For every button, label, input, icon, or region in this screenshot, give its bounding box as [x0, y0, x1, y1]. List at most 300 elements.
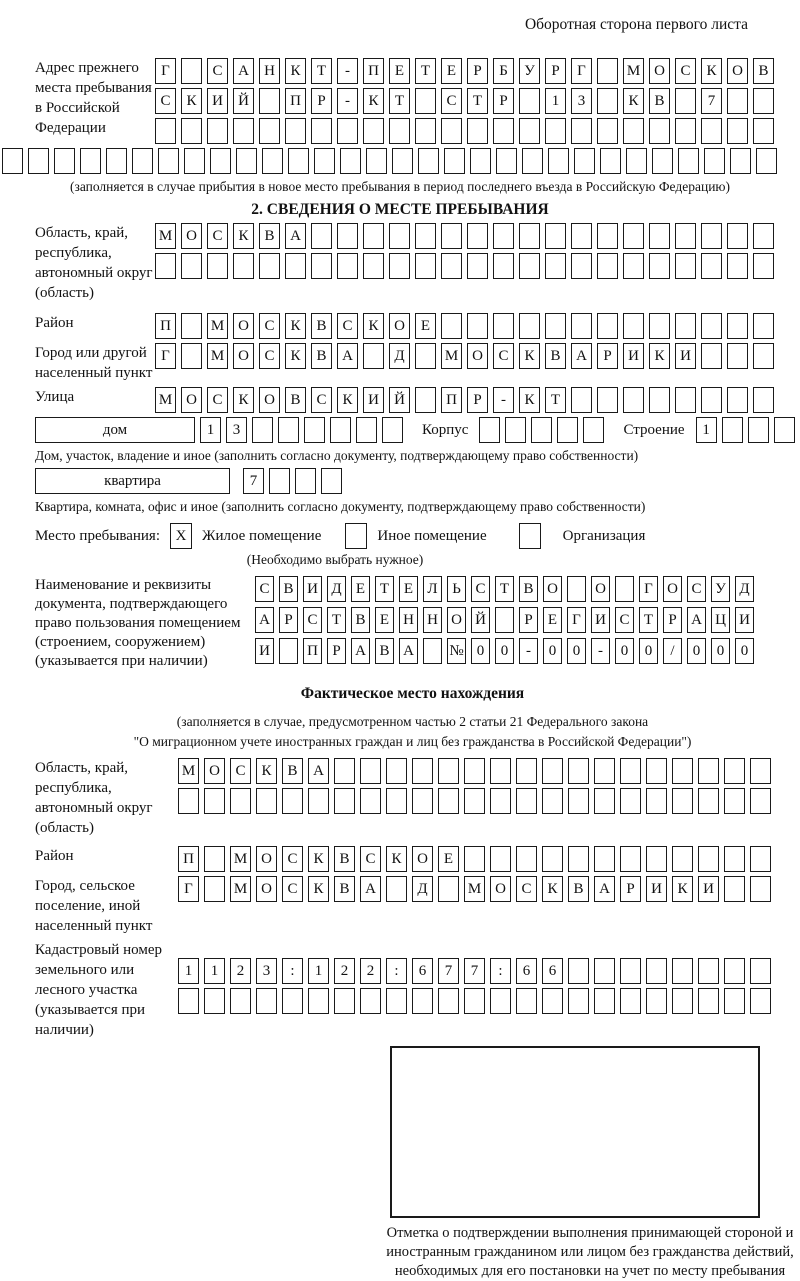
char-box: К: [256, 758, 277, 784]
char-box: [490, 988, 511, 1014]
char-box: [698, 958, 719, 984]
char-box: [493, 313, 514, 339]
char-box: Й: [389, 387, 410, 413]
char-box: [675, 223, 696, 249]
char-box: П: [363, 58, 384, 84]
char-box: [675, 88, 696, 114]
field-prev-address: [35, 58, 790, 144]
char-box: П: [441, 387, 462, 413]
char-box: О: [467, 343, 488, 369]
char-box: [493, 223, 514, 249]
oblast-label: Область, край, республика, автономный округ (область): [35, 225, 153, 301]
char-box: [389, 223, 410, 249]
char-box: Е: [438, 846, 459, 872]
char-box: О: [543, 576, 562, 602]
char-box: [753, 343, 774, 369]
char-box: В: [375, 638, 394, 664]
char-box: [519, 88, 540, 114]
char-box: [516, 788, 537, 814]
char-box: [701, 223, 722, 249]
char-box: [210, 148, 231, 174]
char-box: [594, 758, 615, 784]
char-box: [753, 313, 774, 339]
mesto-label: Место пребывания:: [35, 527, 160, 544]
char-box: 0: [615, 638, 634, 664]
char-box: [464, 988, 485, 1014]
char-box: И: [363, 387, 384, 413]
char-box: 6: [516, 958, 537, 984]
char-box: [230, 988, 251, 1014]
char-box: [698, 758, 719, 784]
char-box: [753, 88, 774, 114]
field-kvartira: [35, 468, 790, 494]
gorod-label: Город или другой населенный пункт: [35, 345, 153, 381]
char-box: [519, 223, 540, 249]
char-box: С: [516, 876, 537, 902]
char-box: [392, 148, 413, 174]
char-box: М: [230, 846, 251, 872]
char-box: С: [255, 576, 274, 602]
char-box: [493, 253, 514, 279]
char-box: Р: [597, 343, 618, 369]
char-box: О: [259, 387, 280, 413]
char-box: [204, 876, 225, 902]
oblast-row-2: [155, 253, 774, 279]
char-box: О: [447, 607, 466, 633]
char-box: [386, 876, 407, 902]
char-box: С: [337, 313, 358, 339]
char-box: [490, 758, 511, 784]
char-box: [701, 387, 722, 413]
char-box: [418, 148, 439, 174]
char-box: [753, 118, 774, 144]
char-box: О: [490, 876, 511, 902]
char-box: О: [412, 846, 433, 872]
char-box: [334, 788, 355, 814]
char-box: В: [334, 876, 355, 902]
char-box: О: [181, 223, 202, 249]
char-box: К: [181, 88, 202, 114]
char-box: Т: [467, 88, 488, 114]
char-box: [724, 846, 745, 872]
char-box: [269, 468, 290, 494]
stamp-area: [390, 1046, 760, 1218]
rayon-label: Район: [35, 315, 74, 331]
field-document: [35, 576, 790, 671]
char-box: [542, 988, 563, 1014]
char-box: К: [649, 343, 670, 369]
char-box: Г: [567, 607, 586, 633]
prev-address-row-2: [155, 88, 774, 114]
field-mesto-prebyvaniya: [35, 523, 790, 549]
char-box: [490, 788, 511, 814]
char-box: Т: [415, 58, 436, 84]
char-box: [441, 118, 462, 144]
char-box: [132, 148, 153, 174]
char-box: [620, 988, 641, 1014]
char-box: [412, 988, 433, 1014]
char-box: А: [255, 607, 274, 633]
char-box: [701, 343, 722, 369]
char-box: [444, 148, 465, 174]
char-box: [441, 223, 462, 249]
char-box: Л: [423, 576, 442, 602]
char-box: В: [334, 846, 355, 872]
char-box: И: [675, 343, 696, 369]
char-box: [646, 958, 667, 984]
char-box: [389, 118, 410, 144]
char-box: [568, 958, 589, 984]
char-box: [207, 118, 228, 144]
char-box: [724, 958, 745, 984]
char-box: [672, 846, 693, 872]
char-box: И: [698, 876, 719, 902]
char-box: И: [646, 876, 667, 902]
char-box: А: [285, 223, 306, 249]
char-box: Т: [327, 607, 346, 633]
char-box: [704, 148, 725, 174]
char-box: Т: [495, 576, 514, 602]
char-box: [356, 417, 377, 443]
char-box: [415, 88, 436, 114]
char-box: В: [519, 576, 538, 602]
char-box: [750, 876, 771, 902]
char-box: К: [337, 387, 358, 413]
char-box: [438, 876, 459, 902]
char-box: [600, 148, 621, 174]
char-box: О: [663, 576, 682, 602]
char-box: [438, 988, 459, 1014]
char-box: Й: [233, 88, 254, 114]
char-box: [464, 788, 485, 814]
korpus-cells: [479, 417, 604, 443]
char-box: :: [490, 958, 511, 984]
field-dom: [35, 417, 790, 443]
gorod-2-row: [178, 876, 771, 902]
char-box: И: [735, 607, 754, 633]
gorod-row: [155, 343, 774, 369]
char-box: М: [441, 343, 462, 369]
char-box: К: [285, 58, 306, 84]
char-box: А: [571, 343, 592, 369]
char-box: [545, 118, 566, 144]
char-box: Г: [155, 343, 176, 369]
kvartira-caption: Квартира, комната, офис и иное (заполнить согласно документу, подтверждающему право собственности): [35, 499, 646, 514]
char-box: [2, 148, 23, 174]
char-box: К: [233, 223, 254, 249]
char-box: [334, 758, 355, 784]
gorod-2-label: Город, сельское поселение, иной населенный пункт: [35, 878, 153, 934]
char-box: 6: [542, 958, 563, 984]
char-box: 0: [687, 638, 706, 664]
char-box: -: [519, 638, 538, 664]
char-box: [259, 88, 280, 114]
char-box: П: [155, 313, 176, 339]
char-box: В: [649, 88, 670, 114]
dom-cells: [200, 417, 403, 443]
char-box: Н: [259, 58, 280, 84]
char-box: [311, 118, 332, 144]
field-gorod: [35, 343, 790, 383]
char-box: [623, 223, 644, 249]
kvartira-box: квартира: [35, 468, 230, 494]
field-oblast-2: [35, 758, 790, 838]
char-box: [594, 988, 615, 1014]
option-zhiloe-label: Жилое помещение: [202, 527, 322, 544]
char-box: С: [282, 876, 303, 902]
char-box: [545, 253, 566, 279]
char-box: [415, 223, 436, 249]
char-box: [28, 148, 49, 174]
char-box: [675, 118, 696, 144]
char-box: [678, 148, 699, 174]
char-box: [597, 223, 618, 249]
char-box: Т: [389, 88, 410, 114]
char-box: [54, 148, 75, 174]
char-box: [545, 223, 566, 249]
char-box: А: [360, 876, 381, 902]
prev-address-row-4: [2, 148, 800, 174]
char-box: 7: [243, 468, 264, 494]
char-box: Р: [467, 58, 488, 84]
char-box: [516, 758, 537, 784]
char-box: М: [155, 387, 176, 413]
char-box: О: [649, 58, 670, 84]
char-box: [542, 846, 563, 872]
char-box: [366, 148, 387, 174]
char-box: [522, 148, 543, 174]
char-box: [698, 988, 719, 1014]
checkbox-inoe: [345, 523, 367, 549]
char-box: В: [311, 313, 332, 339]
char-box: [727, 313, 748, 339]
char-box: [774, 417, 795, 443]
char-box: Р: [545, 58, 566, 84]
char-box: [594, 788, 615, 814]
field-kadastr: [35, 940, 790, 1040]
char-box: [649, 313, 670, 339]
char-box: [620, 846, 641, 872]
field-gorod-2: [35, 876, 790, 936]
char-box: 3: [256, 958, 277, 984]
char-box: В: [311, 343, 332, 369]
char-box: [233, 118, 254, 144]
char-box: [438, 788, 459, 814]
char-box: [545, 313, 566, 339]
document-row-2: [255, 607, 754, 633]
char-box: С: [493, 343, 514, 369]
char-box: К: [519, 387, 540, 413]
char-box: [464, 846, 485, 872]
char-box: [672, 758, 693, 784]
char-box: [415, 253, 436, 279]
section2-title: 2. СВЕДЕНИЯ О МЕСТЕ ПРЕБЫВАНИЯ: [251, 201, 549, 218]
char-box: [181, 118, 202, 144]
char-box: [178, 988, 199, 1014]
char-box: [649, 118, 670, 144]
char-box: [262, 148, 283, 174]
char-box: К: [285, 343, 306, 369]
char-box: Г: [639, 576, 658, 602]
char-box: [542, 788, 563, 814]
char-box: К: [308, 876, 329, 902]
char-box: [568, 846, 589, 872]
actual-location-title: Фактическое место нахождения: [300, 685, 525, 702]
char-box: [727, 118, 748, 144]
char-box: У: [519, 58, 540, 84]
char-box: -: [591, 638, 610, 664]
char-box: 6: [412, 958, 433, 984]
char-box: [204, 846, 225, 872]
char-box: М: [155, 223, 176, 249]
char-box: [493, 118, 514, 144]
char-box: К: [519, 343, 540, 369]
option-organizatsiya-label: Организация: [562, 527, 646, 544]
char-box: [363, 118, 384, 144]
char-box: К: [363, 88, 384, 114]
char-box: [412, 758, 433, 784]
checkbox-zhiloe: X: [170, 523, 192, 549]
document-label: Наименование и реквизиты документа, подтверждающего право пользования помещением (строением, сооружением) (указывается при наличии): [35, 577, 241, 669]
char-box: [542, 758, 563, 784]
char-box: [288, 148, 309, 174]
char-box: [80, 148, 101, 174]
char-box: 0: [711, 638, 730, 664]
char-box: [583, 417, 604, 443]
char-box: С: [207, 387, 228, 413]
rayon-2-label: Район: [35, 848, 74, 864]
char-box: А: [687, 607, 706, 633]
char-box: [256, 788, 277, 814]
oblast-2-label: Область, край, республика, автономный округ (область): [35, 760, 153, 836]
char-box: [646, 788, 667, 814]
char-box: [753, 387, 774, 413]
prev-address-rows: [155, 58, 774, 144]
char-box: [516, 846, 537, 872]
char-box: 0: [567, 638, 586, 664]
char-box: О: [256, 846, 277, 872]
char-box: [308, 788, 329, 814]
char-box: М: [178, 758, 199, 784]
checkbox-organizatsiya: [519, 523, 541, 549]
char-box: В: [282, 758, 303, 784]
char-box: 1: [696, 417, 717, 443]
char-box: -: [337, 88, 358, 114]
char-box: [252, 417, 273, 443]
char-box: [727, 223, 748, 249]
char-box: [620, 758, 641, 784]
char-box: П: [303, 638, 322, 664]
char-box: [441, 253, 462, 279]
char-box: [340, 148, 361, 174]
char-box: [672, 958, 693, 984]
char-box: Р: [311, 88, 332, 114]
char-box: [386, 758, 407, 784]
char-box: [386, 788, 407, 814]
char-box: Б: [493, 58, 514, 84]
actual-location-subtitle-2: "О миграционном учете иностранных граждан и лиц без гражданства в Российской Федерации"): [133, 734, 692, 749]
char-box: [363, 343, 384, 369]
char-box: С: [207, 58, 228, 84]
char-box: №: [447, 638, 466, 664]
char-box: [675, 313, 696, 339]
char-box: С: [311, 387, 332, 413]
stroenie-cells: [696, 417, 795, 443]
prev-address-row-1: [155, 58, 774, 84]
char-box: Е: [389, 58, 410, 84]
char-box: [360, 788, 381, 814]
char-box: [722, 417, 743, 443]
char-box: С: [615, 607, 634, 633]
prev-address-caption: (заполняется в случае прибытия в новое место пребывания в период последнего въезда в Российскую Федерацию): [69, 179, 731, 194]
char-box: :: [282, 958, 303, 984]
char-box: П: [285, 88, 306, 114]
char-box: [615, 576, 634, 602]
char-box: Т: [375, 576, 394, 602]
char-box: И: [591, 607, 610, 633]
char-box: 1: [200, 417, 221, 443]
char-box: [178, 788, 199, 814]
char-box: К: [233, 387, 254, 413]
ulitsa-label: Улица: [35, 389, 75, 405]
char-box: В: [285, 387, 306, 413]
char-box: С: [360, 846, 381, 872]
char-box: 1: [308, 958, 329, 984]
char-box: 0: [639, 638, 658, 664]
char-box: [464, 758, 485, 784]
char-box: К: [623, 88, 644, 114]
char-box: [750, 758, 771, 784]
char-box: О: [181, 387, 202, 413]
oblast-2-row-1: [178, 758, 771, 784]
char-box: [415, 118, 436, 144]
char-box: [568, 758, 589, 784]
kadastr-row-2: [178, 988, 771, 1014]
char-box: Р: [493, 88, 514, 114]
char-box: [623, 313, 644, 339]
char-box: 0: [735, 638, 754, 664]
char-box: В: [568, 876, 589, 902]
char-box: [204, 788, 225, 814]
char-box: Р: [467, 387, 488, 413]
char-box: [748, 417, 769, 443]
char-box: [479, 417, 500, 443]
document-row-3: [255, 638, 754, 664]
char-box: П: [178, 846, 199, 872]
char-box: [623, 387, 644, 413]
stamp-caption: Отметка о подтверждении выполнения принимающей стороной и иностранным гражданином или лицом без гражданства действий, необходимых для его постановки на учет по месту пребывания: [386, 1225, 794, 1279]
char-box: 2: [230, 958, 251, 984]
field-rayon: [35, 313, 790, 339]
char-box: С: [259, 343, 280, 369]
char-box: [311, 223, 332, 249]
char-box: [652, 148, 673, 174]
char-box: Ц: [711, 607, 730, 633]
char-box: [646, 988, 667, 1014]
char-box: [701, 253, 722, 279]
char-box: [467, 118, 488, 144]
char-box: 1: [204, 958, 225, 984]
char-box: [233, 253, 254, 279]
char-box: [519, 253, 540, 279]
char-box: [750, 958, 771, 984]
char-box: [495, 607, 514, 633]
char-box: И: [255, 638, 274, 664]
char-box: [423, 638, 442, 664]
char-box: Р: [327, 638, 346, 664]
mesto-note: (Необходимо выбрать нужное): [246, 552, 424, 567]
char-box: [597, 118, 618, 144]
